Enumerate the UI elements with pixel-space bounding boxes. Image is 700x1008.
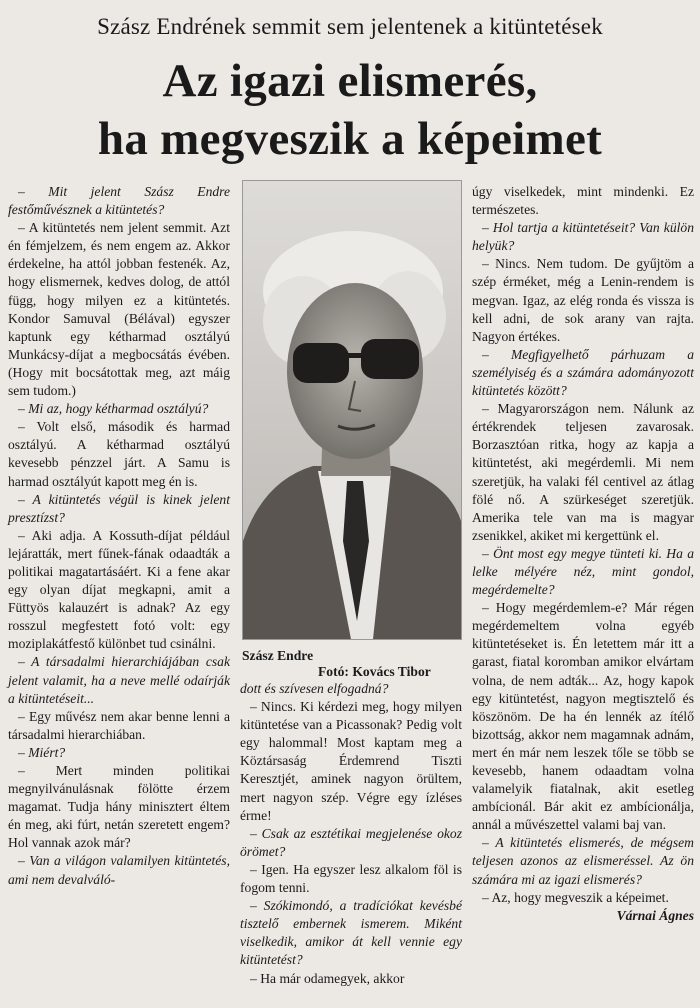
photo-caption-credit: Fotó: Kovács Tibor [318, 664, 431, 679]
answer-paragraph: – Egy művész nem akar benne lenni a társadalmi hierarchiában. [8, 708, 230, 742]
portrait-illustration [243, 181, 461, 639]
answer-paragraph: – Ha már odamegyek, akkor [250, 970, 405, 986]
answer-paragraph: – Nincs. Nem tudom. De gyűjtöm a szép érméket, még a Lenin-rendem is megvan. Igaz, az elég ronda és vissza is kell adni, de sok arany van rajta. Nagyon értékes. [472, 256, 694, 344]
answer-paragraph: – Mert minden politikai megnyilvánulásnak fölötte érzem magamat. Tudja hány minisztert éltem én meg, aki fúrt, netán szeretett engem? Hol vannak azok már? [8, 763, 230, 851]
answer-paragraph: úgy viselkedek, mint mindenki. Ez természetes. [472, 184, 694, 218]
answer-paragraph: – Aki adja. A Kossuth-díjat például lejáratták, mert fűnek-fának odaadták a politikai magatartásáért. Ki a fene akar egy olyan díjat megkapni, amit a Füttyös kalauzért is adnak? Az egy rosszul megfestett fotó volt: egy moziplakátfestő különbet tud csinálni. [8, 527, 230, 652]
question-paragraph: – Szókimondó, a tradíciókat kevésbé tisztelő embernek ismerem. Miként viselkedik, amikor át kell vennie egy kitüntetést? [240, 898, 462, 968]
kicker: Szász Endrének semmit sem jelentenek a kitüntetések [97, 14, 603, 39]
question-paragraph: – A kitüntetés végül is kinek jelent presztízst? [8, 491, 230, 525]
column-2-lower [240, 680, 462, 988]
answer-paragraph: – Nincs. Ki kérdezi meg, hogy milyen kitüntetése van a Picassonak? Pedig volt egy halommal! Most kaptam meg a Köztársaság Érdemrend Tiszti Keresztjét, aminek nagyon örültem, mert nagyon szép. Végre egy ízléses érme! [240, 699, 462, 823]
question-paragraph: – Hol tartja a kitüntetéseit? Van külön helyük? [472, 220, 694, 254]
headline-line-2: ha megveszik a képeimet [97, 113, 603, 165]
answer-paragraph: – Magyarországon nem. Nálunk az értékrendek teljesen zavarosak. Borzasztóan ritka, hogy az kapja a kitüntetést, aki megérdemli. Mi nem szeretjük, ha valaki fél centivel az átlag fölé nő. A szürkeséget szeretjük. Amerika tele van ma is magyar zsenikkel, akiket mi kergettünk el. [472, 401, 694, 543]
answer-paragraph: – Hogy megérdemlem-e? Már régen megérdemeltem volna egyéb kitüntetéseket is. Én letettem már itt a garast, fiatal koromban amikor elvártam volna, de nem adták... Az, hogy kapok egy kitüntetést, nagyon megtisztelő és köszönöm. De ha én lennék az ítélő bizottság, akkor nem magamnak adnám, mert én már nem leszek tőle se több se kevesebb, hanem odaadtam volna valamelyik fiatalnak, akit esetleg ambícionál. Bár akit ez ambícionálja, annál a művészettel valami baj van. [472, 600, 694, 833]
question-paragraph: dott és szívesen elfogadná? [240, 681, 389, 696]
question-paragraph: – Megfigyelhető párhuzam a személyiség és a számára adományozott kitüntetés között? [472, 346, 694, 399]
answer-paragraph: – Igen. Ha egyszer lesz alkalom föl is fogom tenni. [240, 861, 462, 896]
question-paragraph: – Önt most egy megye tünteti ki. Ha a lelke mélyére néz, mint gondol, megérdemelte? [472, 545, 694, 598]
question-paragraph: – Miért? [18, 744, 66, 760]
question-paragraph: – A kitüntetés elismerés, de mégsem teljesen azonos az elismeréssel. Az ön számára mi az igazi elismerés? [472, 835, 694, 887]
question-paragraph: – Mit jelent Szász Endre festőművésznek a kitüntetés? [8, 184, 230, 218]
photo-caption-name: Szász Endre [242, 648, 314, 663]
question-paragraph: – Mi az, hogy kétharmad osztályú? [18, 401, 209, 417]
question-paragraph: – Csak az esztétikai megjelenése okoz örömet? [240, 825, 462, 859]
answer-paragraph: – Az, hogy megveszik a képeimet. [482, 889, 669, 905]
column-1 [8, 183, 230, 889]
author-signature: Várnai Ágnes [616, 907, 694, 923]
column-3 [472, 183, 694, 925]
headline [0, 52, 700, 168]
answer-paragraph: – Volt első, második és harmad osztályú. A kétharmad osztályú kevesebb pénzzel járt. A Samu is harmad osztályút kapott meg én is. [8, 419, 230, 489]
question-paragraph: – Van a világon valamilyen kitüntetés, ami nem devalváló- [8, 853, 230, 887]
headline-line-1: Az igazi elismerés, [162, 55, 538, 107]
portrait-photo [242, 180, 462, 640]
answer-paragraph: – A kitüntetés nem jelent semmit. Azt én fémjelzem, és nem engem az. Akkor érdekelne, ha attól jobban festenék. Az, hogy elismernek, kedves dolog, de attól függ, hogy milyen ez a kitüntetés. Kondor Samuval (Bélával) egyszer kaptunk egy kétharmad osztályú Munkácsy-díjat a megbocsátás évében. (Hogy mit bocsátottak meg, azt máig sem tudom.) [8, 220, 230, 399]
question-paragraph: – A társadalmi hierarchiájában csak jelent valamit, ha a neve mellé odaírják a kitüntetéseit... [8, 654, 230, 706]
